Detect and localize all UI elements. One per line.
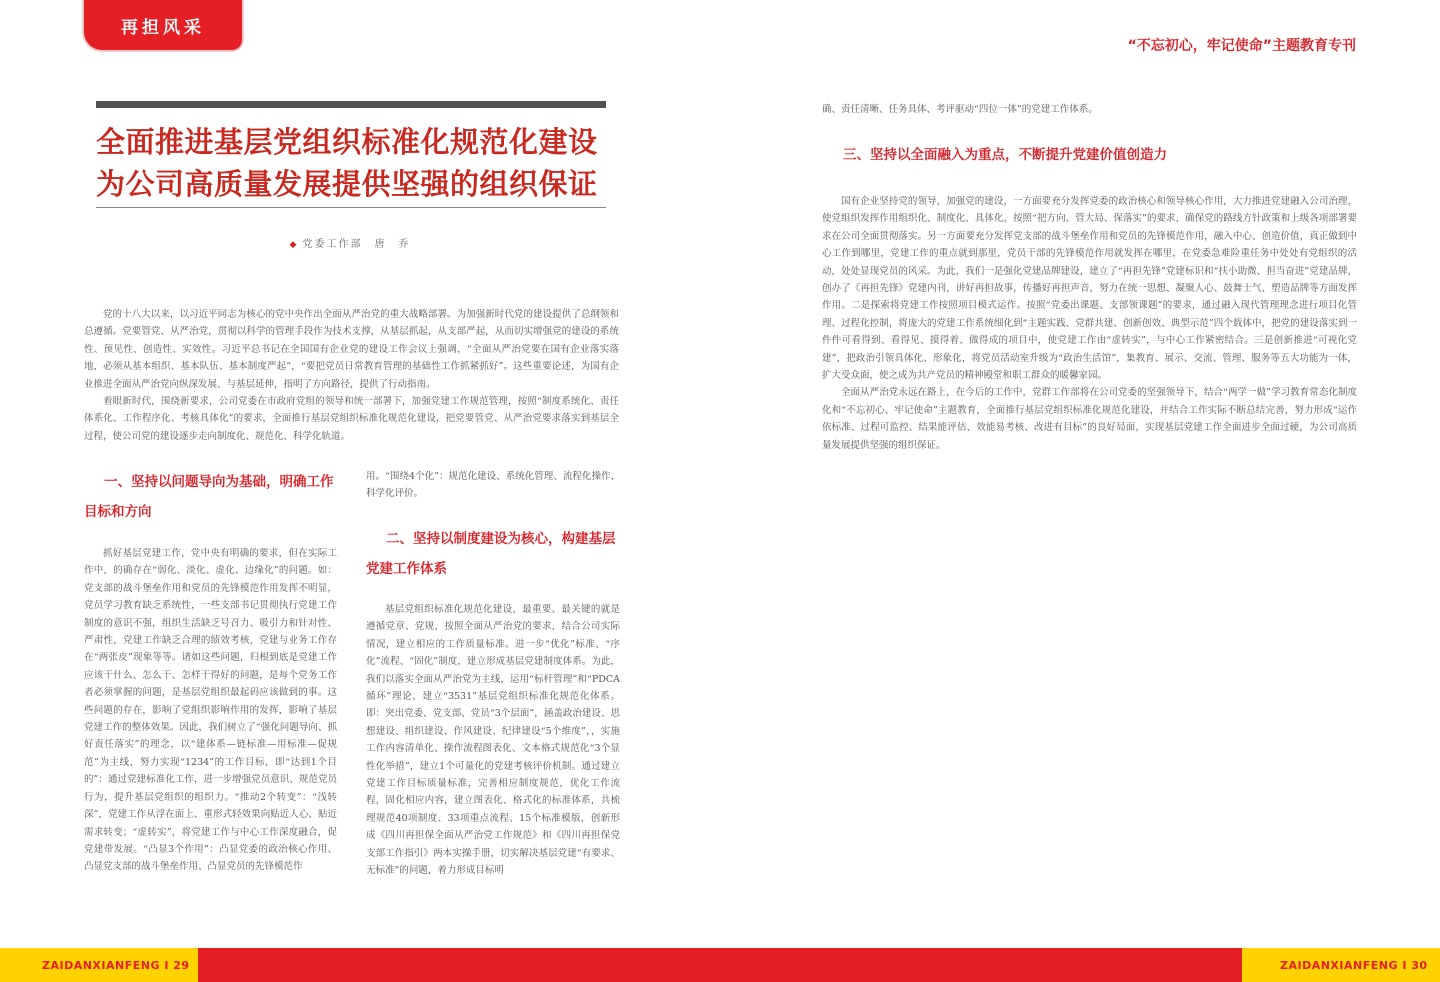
author-name: 党委工作部 唐 乔 xyxy=(302,239,411,250)
title-top-bar xyxy=(96,101,606,108)
section-3-paragraph-2: 全面从严治党永远在路上，在今后的工作中，党群工作部将在公司党委的坚强领导下，结合“两学一做”学习教育常态化制度化和“不忘初心、牢记使命”主题教育，全面推行基层党组织标准化规范化建设，并结合工作实际不断总结完善，努力形成“运作依标准、过程可监控、结果能评估、效能易考核、改进有目标”的良好局面，实现基层党建工作全面进步全面过硬，为公司高质量发展提供坚强的组织保证。 xyxy=(822,387,1357,451)
section-2-heading: 二、坚持以制度建设为核心，构建基层党建工作体系 xyxy=(366,531,616,577)
article-title-line-1: 全面推进基层党组织标准化规范化建设 xyxy=(96,125,598,159)
section-3-body xyxy=(822,193,1357,454)
intro-section xyxy=(84,306,619,445)
title-divider xyxy=(96,207,606,208)
section-2-continued-paragraph: 确、责任清晰、任务具体、考评驱动“四位一体”的党建工作体系。 xyxy=(822,104,1098,115)
footer-page-right: ZAIDANXIANFENG I 30 xyxy=(1242,948,1440,982)
article-title-line-2: 为公司高质量发展提供坚强的组织保证 xyxy=(96,167,598,201)
section-1-continued-paragraph: 用。“围绕4个化”：规范化建设、系统化管理、流程化操作、科学化评价。 xyxy=(366,471,620,500)
footer-bar xyxy=(0,948,1440,982)
section-2-body xyxy=(366,601,620,880)
section-3-heading: 三、坚持以全面融入为重点，不断提升党建价值创造力 xyxy=(843,147,1167,163)
section-1-body xyxy=(84,545,337,876)
section-1-paragraph: 抓好基层党建工作，党中央有明确的要求，但在实际工作中，的确存在“弱化、淡化、虚化、边缘化”的问题。如：党支部的战斗堡垒作用和党员的先锋模范作用发挥不明显，党员学习教育缺乏系统性，一些支部书记贯彻执行党建工作制度的意识不强，组织生活缺乏号召力、吸引力和针对性、严肃性，党建工作缺乏合理的绩效考核，党建与业务工作存在“两张皮”现象等等。诸如这些问题，归根到底是党建工作应该干什么、怎么干、怎样干得好的问题，是每个党务工作者必须掌握的问题，是基层党组织最起码应该做到的事。这些问题的存在，影响了党组织影响作用的发挥，影响了基层党建工作的整体效果。因此，我们树立了“强化问题导向、抓好责任落实”的理念，以“建体系—链标准—用标准—促规范”为主线，努力实现“1234”的工作目标，即“达到1个目的”：通过党建标准化工作，进一步增强党员意识、规范党员行为，提升基层党组织的组织力。“推动2个转变”：“浅转深”，党建工作从浮在面上、重形式轻效果向贴近人心、贴近需求转变；“虚转实”，将党建工作与中心工作深度融合，促党建带发展。“凸显3个作用”：凸显党委的政治核心作用、凸显党支部的战斗堡垒作用、凸显党员的先锋模范作 xyxy=(84,548,337,873)
diamond-icon: ◆ xyxy=(289,240,299,250)
section-3-paragraph-1: 国有企业坚持党的领导，加强党的建设，一方面要充分发挥党委的政治核心和领导核心作用，大力推进党建融入公司治理，使党组织发挥作用组织化、制度化、具体化，按照“把方向、管大局、保落实”的要求，确保党的路线方针政策和上级各项部署要求在公司全面贯彻落实。另一方面要充分发挥党支部的战斗堡垒作用和党员的先锋模范作用，融入中心、创造价值，真正做到中心工作到哪里，党建工作的重点就到那里，党员干部的先锋模范作用就发挥在哪里，在党委急难险重任务中处处有党组织的活动，处处显现党员的风采。为此，我们一是强化党建品牌建设，建立了“再担先锋”党建标识和“扶小助微、担当奋进”党建品牌，创办了《再担先锋》党建内刊，讲好再担故事，传播好再担声音，努力在统一思想、凝聚人心、鼓舞士气、塑造品牌等方面发挥作用。二是探索将党建工作按照项目模式运作。按照“党委出课题、支部领课题”的要求，通过融入现代管理理念进行项目化管理、过程化控制，将庞大的党建工作系统细化到“主题实践、党群共建、创新创效、典型示范”四个载体中，把党的建设落实到一件件可看得到、看得见、摸得着、做得成的项目中，使党建工作由“虚转实”，与中心工作紧密结合。三是创新推进“可视化党建”，把政治引领具体化、形象化，将党员活动室升级为“政治生活馆”，集教育、展示、交流、管理、服务等五大功能为一体，扩大受众面，使之成为共产党员的精神殿堂和职工群众的暖馨家园。 xyxy=(822,196,1357,382)
section-badge: 再担风采 xyxy=(84,0,242,50)
section-2-paragraph: 基层党组织标准化规范化建设，最重要、最关键的就是遵循党章、党规，按照全面从严治党的要求，结合公司实际情况，建立相应的工作质量标准。进一步“优化”标准、“序化”流程、“固化”制度，建立形成基层党建制度体系。为此，我们以落实全面从严治党为主线，运用“标杆管理”和“PDCA循环”理论，建立“3531”基层党组织标准化规范化体系。即：突出党委、党支部、党员“3个层面”，涵盖政治建设、思想建设、组织建设、作风建设、纪律建设“5个维度”，，实施工作内容清单化、操作流程图表化、文本格式规范化“3个显性化举措”，建立1个可量化的党建考核评价机制。通过建立党建工作目标质量标准，完善相应制度规范，优化工作流程，固化相应内容，建立图表化、格式化的标准体系，共梳理规范40项制度、33项重点流程、15个标准模版，创新形成《四川再担保全面从严治党工作规范》和《四川再担保党支部工作指引》两本实操手册，切实解决基层党建“有要求、无标准”的问题，着力形成目标明 xyxy=(366,604,620,877)
section-1-heading: 一、坚持以问题导向为基础，明确工作目标和方向 xyxy=(84,474,334,520)
footer-page-left: ZAIDANXIANFENG I 29 xyxy=(0,948,198,982)
section-1-continued xyxy=(366,468,620,503)
section-2-continued xyxy=(822,101,1357,118)
intro-paragraph-2: 着眼新时代，围绕新要求，公司党委在市政府党组的领导和统一部署下，加强党建工作规范管理，按照“制度系统化、责任体系化、工作程序化、考核具体化”的要求，全面推行基层党组织标准化规范化建设，把党要管党、从严治党要求落实到基层全过程，使公司党的建设逐步走向制度化、规范化、科学化轨道。 xyxy=(84,396,619,442)
intro-paragraph-1: 党的十八大以来，以习近平同志为核心的党中央作出全面从严治党的重大战略部署。为加强新时代党的建设提供了总纲领和总遵循。党要管党、从严治党，贯彻以科学的管理手段作为技术支撑，从基层抓起，从支部严起，从而切实增强党的建设的系统性、预见性、创造性、实效性。习近平总书记在全国国有企业党的建设工作会议上强调，“全面从严治党要在国有企业落实落地，必须从基本组织、基本队伍、基本制度严起”，“要把党员日常教育管理的基础性工作抓紧抓好”。这些重要论述，为国有企业推进全面从严治党向纵深发展、与基层延伸，指明了方向路径，提供了行动指南。 xyxy=(84,309,619,390)
special-issue-header: “不忘初心，牢记使命”主题教育专刊 xyxy=(1127,38,1356,54)
author-line xyxy=(0,235,700,250)
